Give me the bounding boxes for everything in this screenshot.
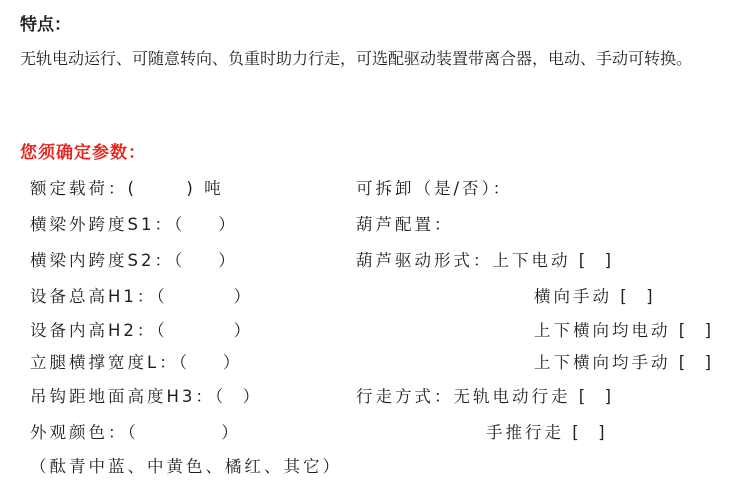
param-hoist-manual-lateral: 横向手动 [ ] xyxy=(534,287,656,306)
param-detachable: 可拆卸（是/否）： xyxy=(356,179,513,198)
param-hoist-all-manual: 上下横向均手动 [ ] xyxy=(534,353,715,372)
param-hoist-config: 葫芦配置： xyxy=(356,215,454,234)
param-travel-manual-push: 手推行走 [ ] xyxy=(486,423,608,442)
param-hoist-drive-electric-updown: 葫芦驱动形式：上下电动 [ ] xyxy=(356,251,615,270)
param-inner-span-s2: 横梁内跨度S2：（ ） xyxy=(30,251,238,270)
param-color-options: （酞青中蓝、中黄色、橘红、其它） xyxy=(30,457,342,476)
param-outer-span-s1: 横梁外跨度S1：（ ） xyxy=(30,215,238,234)
features-heading: 特点： xyxy=(20,15,71,35)
param-rated-load: 额定载荷：( ) 吨 xyxy=(30,179,224,198)
param-color: 外观颜色：（ ） xyxy=(30,423,241,442)
features-text: 无轨电动运行、可随意转向、负重时助力行走，可选配驱动装置带离合器，电动、手动可转换。 xyxy=(20,49,693,68)
param-total-height-h1: 设备总高H1：（ ） xyxy=(30,287,254,306)
param-travel-electric: 行走方式：无轨电动行走 [ ] xyxy=(356,387,615,406)
param-hoist-all-electric: 上下横向均电动 [ ] xyxy=(534,321,715,340)
params-heading: 您须确定参数： xyxy=(20,143,146,163)
param-leg-brace-width: 立腿横撑宽度L：（ ） xyxy=(30,353,243,372)
param-hook-height-h3: 吊钩距地面高度H3：（ ） xyxy=(30,387,263,406)
param-inner-height-h2: 设备内高H2：（ ） xyxy=(30,321,254,340)
